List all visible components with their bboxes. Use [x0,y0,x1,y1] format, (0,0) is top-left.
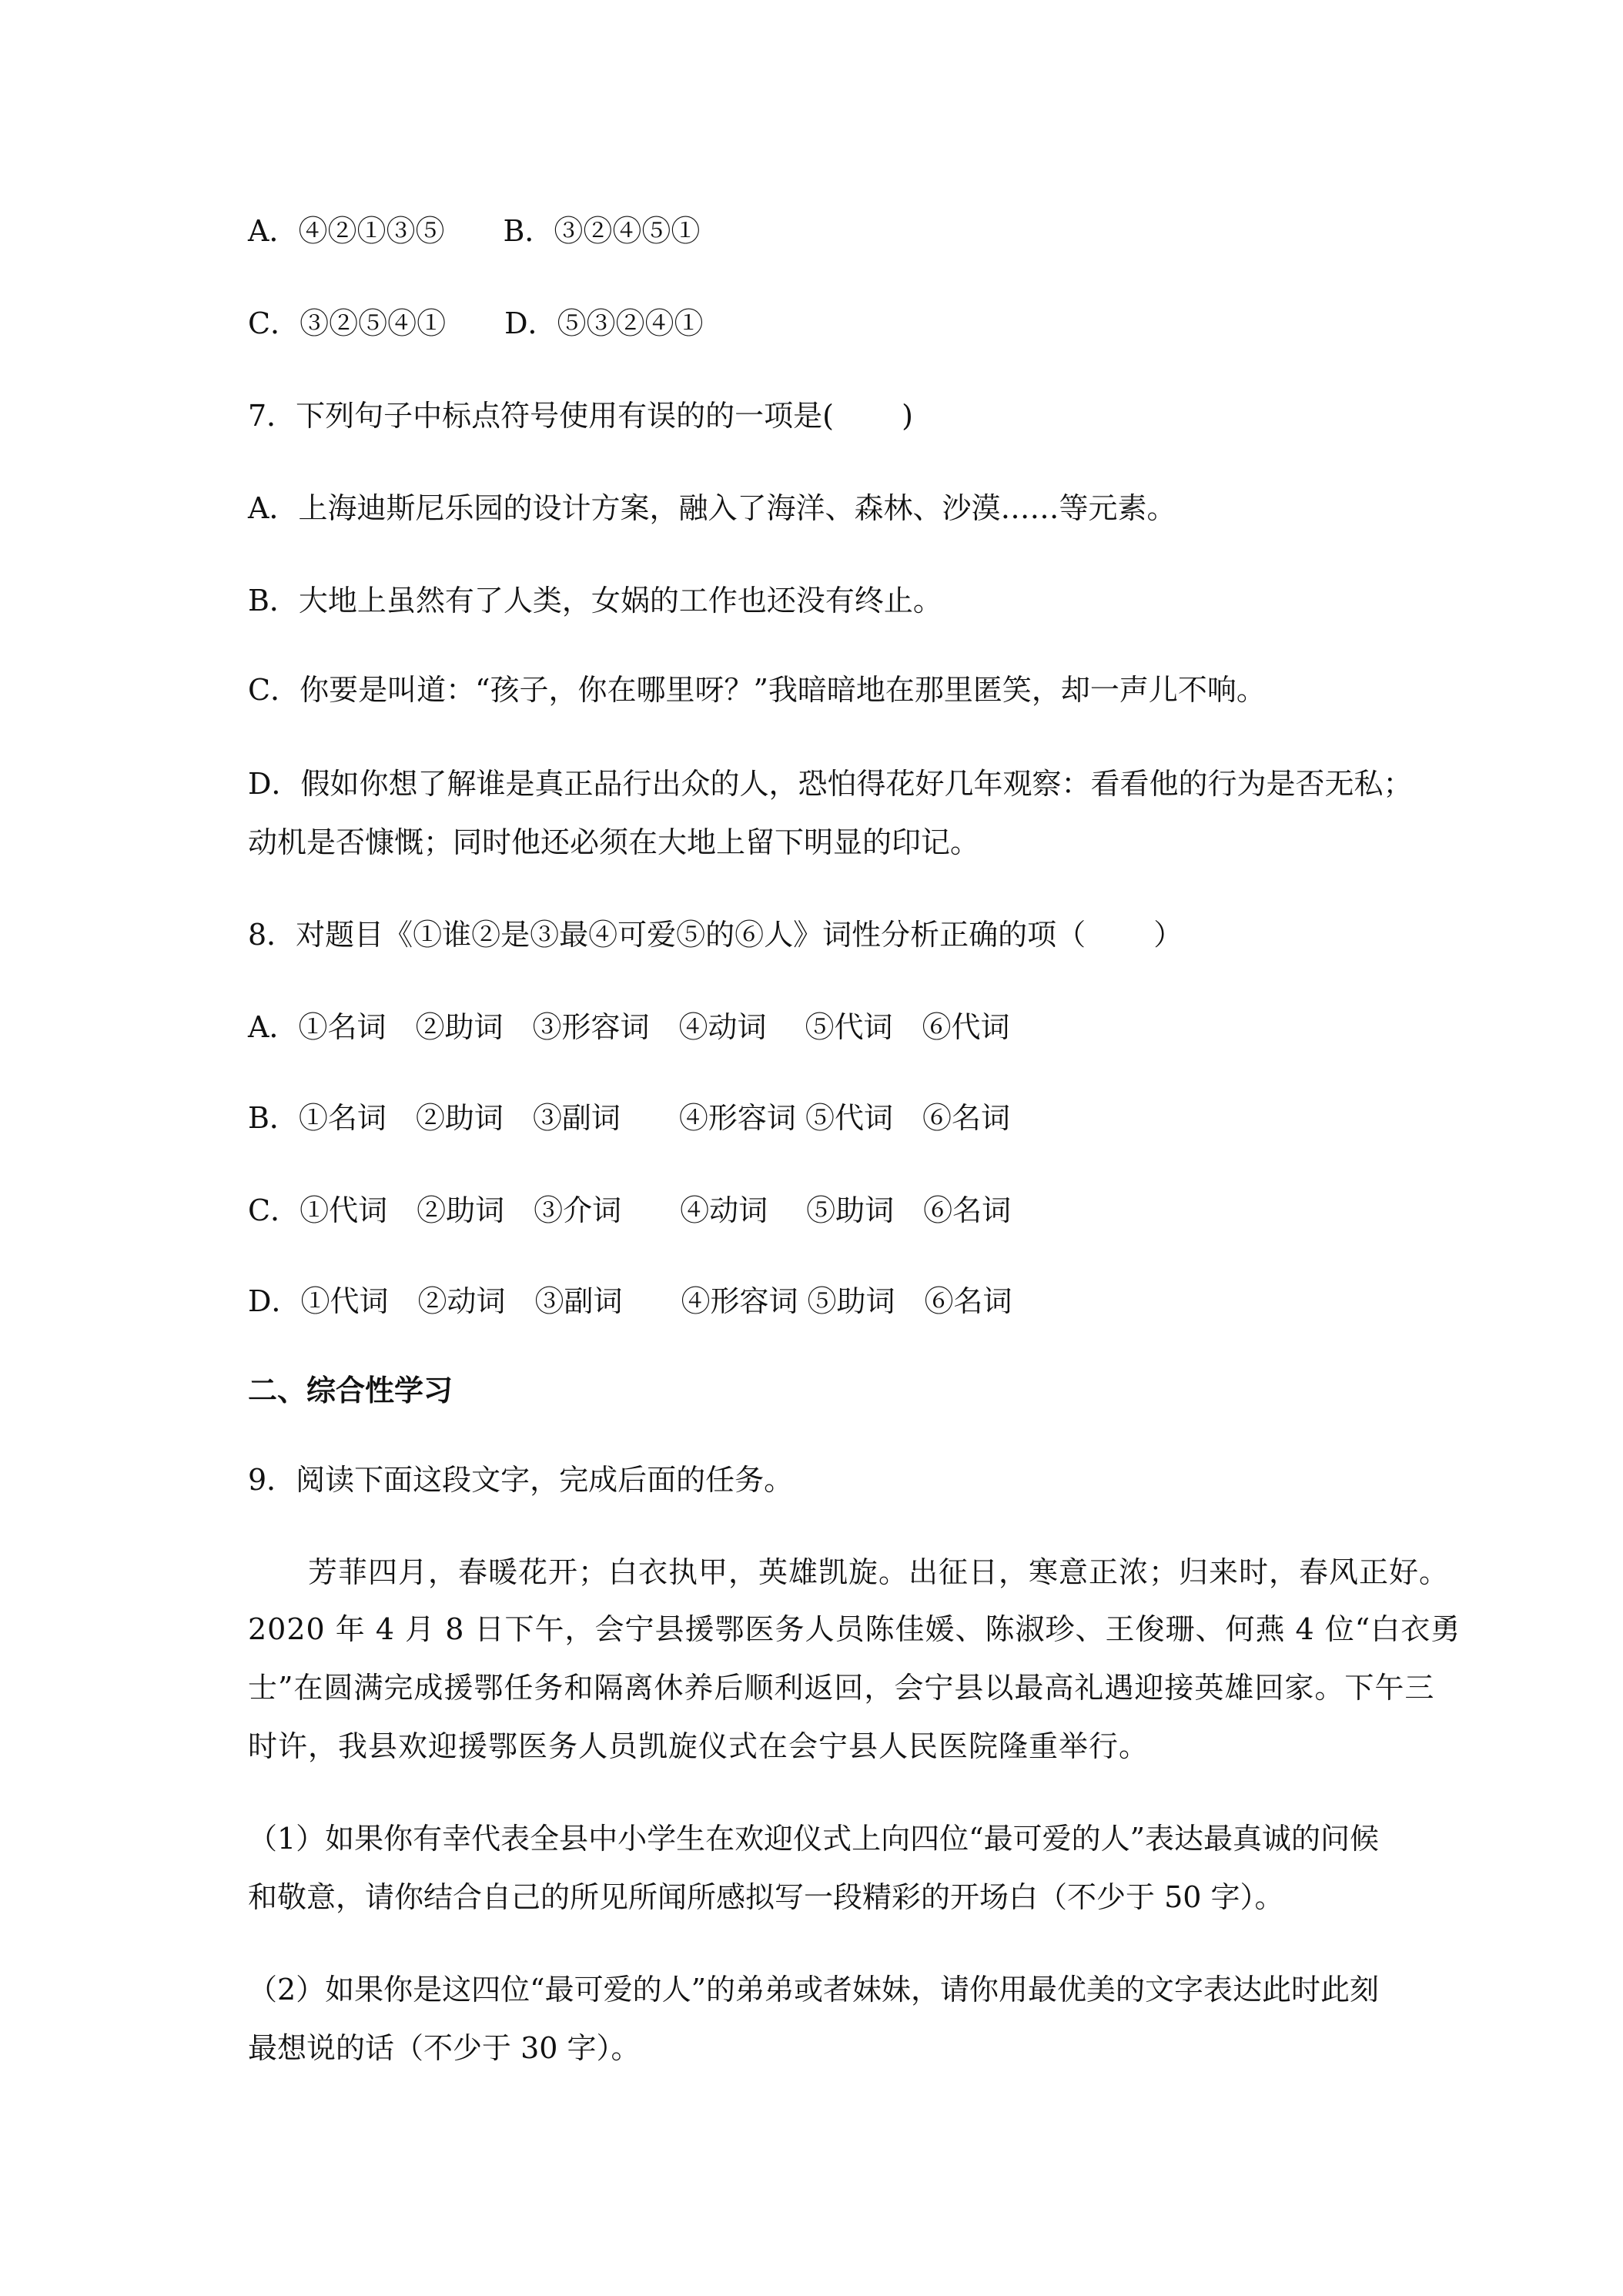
q9-task1-line2: 和敬意，请你结合自己的所见所闻所感拟写一段精彩的开场白（不少于 50 字）。 [248,1880,1284,1914]
q9-passage-line2: 2020 年 4 月 8 日下午，会宁县援鄂医务人员陈佳媛、陈淑珍、王俊珊、何燕 4 位“白衣勇 [248,1612,1461,1646]
section-heading: 二、综合性学习 [248,1373,453,1407]
q7-option-d-line2: 动机是否慷慨；同时他还必须在大地上留下明显的印记。 [248,825,980,859]
q7-option-a: A．上海迪斯尼乐园的设计方案，融入了海洋、森林、沙漠……等元素。 [248,491,1176,525]
q8-stem: 8．对题目《①谁②是③最④可爱⑤的⑥人》词性分析正确的项（ ） [248,918,1183,952]
q7-option-d-line1: D．假如你想了解谁是真正品行出众的人，恐怕得花好几年观察：看看他的行为是否无私； [248,767,1413,801]
q9-passage-line1: 芳菲四月，春暖花开；白衣执甲，英雄凯旋。出征日，寒意正浓；归来时，春风正好。 [248,1555,1450,1589]
q7-option-b: B．大地上虽然有了人类，女娲的工作也还没有终止。 [248,584,942,618]
q9-task2-line2: 最想说的话（不少于 30 字）。 [248,2031,641,2065]
q7-option-c: C．你要是叫道：“孩子，你在哪里呀？”我暗暗地在那里匿笑，却一声儿不响。 [248,673,1266,707]
q9-task1-line1: （1）如果你有幸代表全县中小学生在欢迎仪式上向四位“最可爱的人”表达最真诚的问候 [248,1822,1380,1856]
q8-option-d: D．①代词 ②动词 ③副词 ④形容词 ⑤助词 ⑥名词 [248,1284,1012,1318]
q7-stem: 7．下列句子中标点符号使用有误的的一项是( ) [248,399,913,433]
q6-options-ab: A．④②①③⑤ B．③②④⑤① [248,214,701,248]
q8-option-a: A．①名词 ②助词 ③形容词 ④动词 ⑤代词 ⑥代词 [248,1010,1010,1044]
q9-passage-line3: 士”在圆满完成援鄂任务和隔离休养后顺利返回，会宁县以最高礼遇迎接英雄回家。下午三 [248,1671,1435,1705]
q9-task2-line1: （2）如果你是这四位“最可爱的人”的弟弟或者妹妹，请你用最优美的文字表达此时此刻 [248,1973,1380,2006]
q8-option-b: B．①名词 ②助词 ③副词 ④形容词 ⑤代词 ⑥名词 [248,1101,1011,1135]
q8-option-c: C．①代词 ②助词 ③介词 ④动词 ⑤助词 ⑥名词 [248,1193,1012,1227]
q6-options-cd: C．③②⑤④① D．⑤③②④① [248,306,704,340]
q9-stem: 9．阅读下面这段文字，完成后面的任务。 [248,1463,794,1497]
q9-passage-line4: 时许，我县欢迎援鄂医务人员凯旋仪式在会宁县人民医院隆重举行。 [248,1729,1149,1763]
